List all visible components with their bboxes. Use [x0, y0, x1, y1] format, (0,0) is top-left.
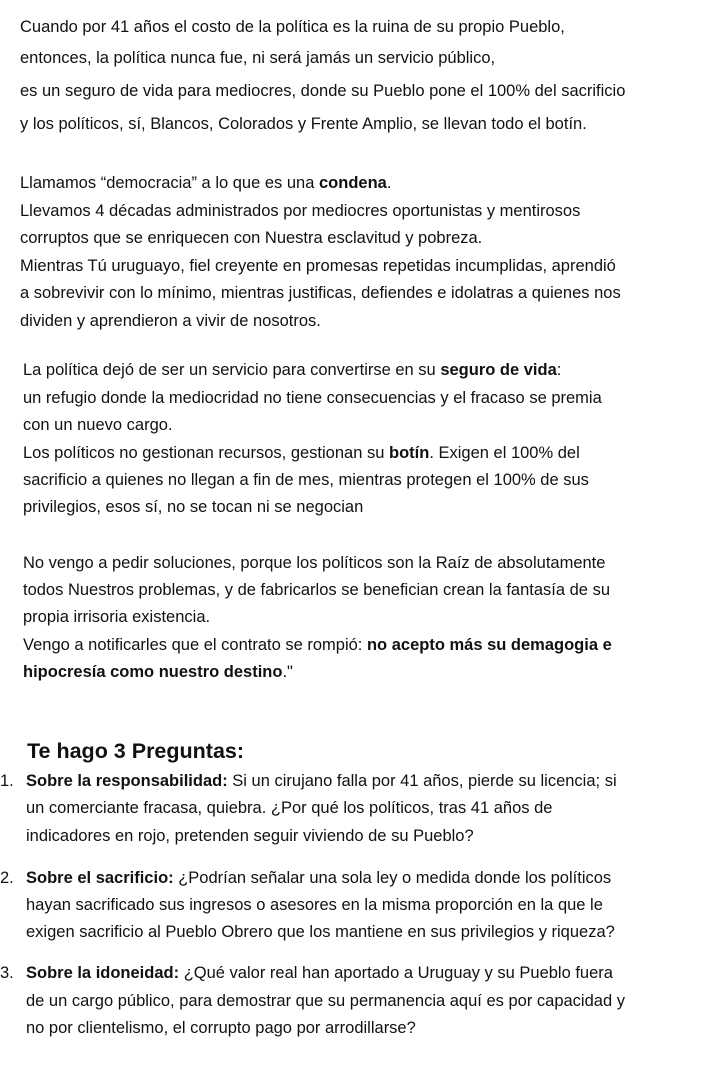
p2-line-5: a sobrevivir con lo mínimo, mientras justificas, defiendes e idolatras a quienes nos	[20, 284, 621, 302]
question-2-line-1	[26, 867, 611, 889]
p1-line-3: es un seguro de vida para mediocres, donde su Pueblo pone el 100% del sacrificio	[20, 82, 626, 100]
p1-line-1: Cuando por 41 años el costo de la política es la ruina de su propio Pueblo,	[20, 18, 565, 36]
p3-line-6: privilegios, esos sí, no se tocan ni se negocian	[23, 498, 364, 516]
question-1-number: 1.	[0, 772, 14, 790]
question-2-line-3: exigen sacrificio al Pueblo Obrero que los mantiene en sus privilegios y riqueza?	[26, 923, 615, 941]
question-2-number: 2.	[0, 869, 14, 887]
question-3-text: ¿Qué valor real han aportado a Uruguay y su Pueblo fuera	[179, 964, 613, 982]
question-2-title: Sobre el sacrificio:	[26, 869, 174, 887]
question-1-text: Si un cirujano falla por 41 años, pierde su licencia; si	[227, 772, 617, 790]
p2-line-4: Mientras Tú uruguayo, fiel creyente en promesas repetidas incumplidas, aprendió	[20, 257, 616, 275]
question-1-line-1	[26, 770, 617, 792]
p2-line-6: dividen y aprendieron a vivir de nosotros.	[20, 312, 321, 330]
question-1-line-2: un comerciante fracasa, quiebra. ¿Por qué los políticos, tras 41 años de	[26, 799, 553, 817]
p2-line-2: Llevamos 4 décadas administrados por mediocres oportunistas y mentirosos	[20, 202, 581, 220]
question-1-line-3: indicadores en rojo, pretenden seguir viviendo de su Pueblo?	[26, 827, 474, 845]
question-2-line-2: hayan sacrificado sus ingresos o asesores en la misma proporción en la que le	[26, 896, 603, 914]
question-1-title: Sobre la responsabilidad:	[26, 772, 228, 790]
p3-line-1-end: :	[556, 361, 562, 379]
p3-line-4-end: . Exigen el 100% del	[429, 444, 580, 462]
p2-line-1-end: .	[386, 174, 392, 192]
p4-line-5-bold: hipocresía como nuestro destino	[23, 663, 283, 681]
p1-line-4: y los políticos, sí, Blancos, Colorados y Frente Amplio, se llevan todo el botín.	[20, 115, 587, 133]
p3-line-4	[23, 442, 580, 464]
p1-line-2: entonces, la política nunca fue, ni será jamás un servicio público,	[20, 49, 496, 67]
p2-line-1	[20, 172, 391, 194]
p3-line-2: un refugio donde la mediocridad no tiene consecuencias y el fracaso se premia	[23, 389, 602, 407]
p3-line-3: con un nuevo cargo.	[23, 416, 173, 434]
p4-line-4	[23, 634, 612, 656]
p3-line-4-text: Los políticos no gestionan recursos, gestionan su	[23, 444, 389, 462]
p3-line-4-bold: botín	[388, 444, 430, 462]
p2-line-1-text: Llamamos “democracia” a lo que es una	[20, 174, 319, 192]
question-3-line-2: de un cargo público, para demostrar que su permanencia aquí es por capacidad y	[26, 992, 625, 1010]
question-3-line-1	[26, 962, 613, 984]
p4-line-5	[23, 661, 293, 683]
question-3-title: Sobre la idoneidad:	[26, 964, 180, 982]
p2-line-1-bold: condena	[318, 174, 387, 192]
p2-line-3: corruptos que se enriquecen con Nuestra esclavitud y pobreza.	[20, 229, 483, 247]
p3-line-1-bold: seguro de vida	[440, 361, 557, 379]
p4-line-4-text: Vengo a notificarles que el contrato se rompió:	[23, 636, 367, 654]
p3-line-1	[23, 359, 561, 381]
question-3-number: 3.	[0, 964, 14, 982]
question-2-text: ¿Podrían señalar una sola ley o medida donde los políticos	[173, 869, 612, 887]
question-3-line-3: no por clientelismo, el corrupto pago por arrodillarse?	[26, 1019, 416, 1037]
p4-line-1: No vengo a pedir soluciones, porque los políticos son la Raíz de absolutamente	[23, 554, 606, 572]
p4-line-2: todos Nuestros problemas, y de fabricarlos se benefician crean la fantasía de su	[23, 581, 610, 599]
questions-heading: Te hago 3 Preguntas:	[27, 739, 245, 763]
p4-line-3: propia irrisoria existencia.	[23, 608, 211, 626]
p4-line-5-end: ."	[282, 663, 293, 681]
p4-line-4-bold: no acepto más su demagogia e	[366, 636, 612, 654]
p3-line-1-text: La política dejó de ser un servicio para convertirse en su	[23, 361, 441, 379]
p3-line-5: sacrificio a quienes no llegan a fin de mes, mientras protegen el 100% de sus	[23, 471, 589, 489]
